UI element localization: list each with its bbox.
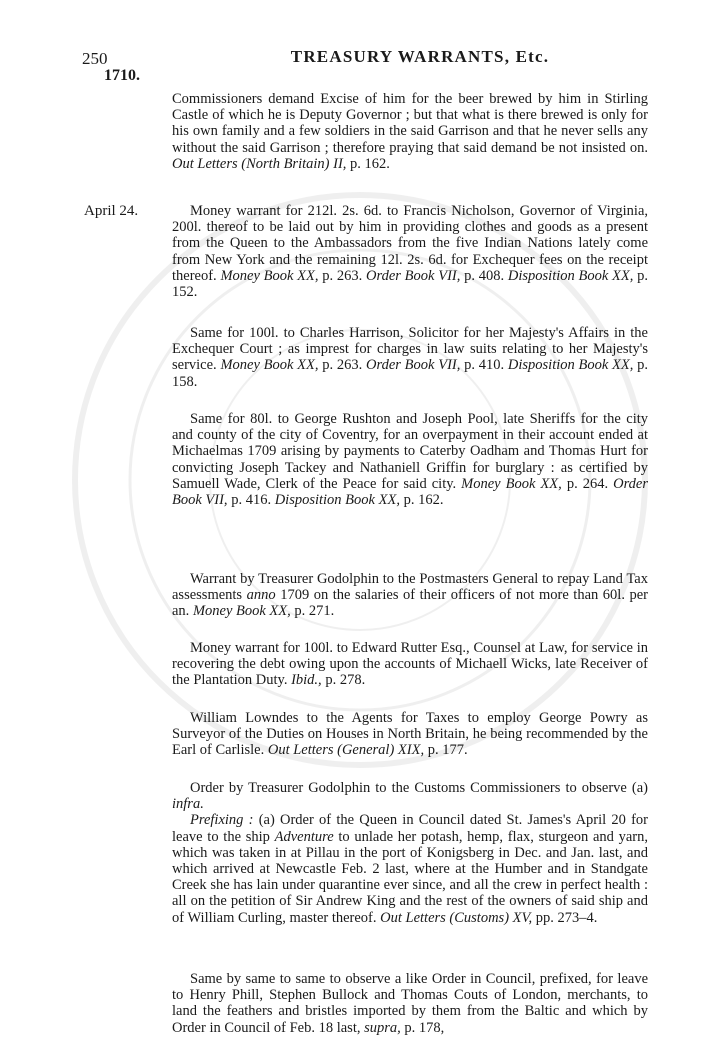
margin-date: April 24. bbox=[84, 203, 139, 219]
entry-lowndes-letter: William Lowndes to the Agents for Taxes to employ George Powry as Surveyor of the Duties on Houses in North Britain, he being recommended by the Earl of Carlisle. Out Letters (General) XIX, p. 177. bbox=[172, 710, 648, 759]
entry-customs-order: Order by Treasurer Godolphin to the Customs Commissioners to observe (a) infra. Prefixing : (a) Order of the Queen in Council dated St. James's April 20 for leave to the ship Adventure to unlade her potash, hemp, flax, sturgeon and yarn, which was taken in at Pillau in the port of Konigsberg in Dec. and Jan. last, and which arrived at Newcastle Feb. 2 last, where at the Humber and in Standgate Creek she has lain under quarantine ever since, and all the crew in perfect health : all on the petition of Sir Andrew King and the rest of the owners of said ship and of William Curling, master thereof. Out Letters (Customs) XV, pp. 273–4. bbox=[172, 780, 649, 926]
margin-year: 1710. bbox=[104, 67, 140, 84]
entry-phill-bullock-couts: Same by same to same to observe a like Order in Council, prefixed, for leave to Henry Phill, Stephen Bullock and Thomas Couts of London, merchants, to land the feathers and bristles imported by them from the Baltic and which by Order in Council of Feb. 18 last, supra, p. 178, bbox=[172, 971, 648, 1036]
entry-nicholson-warrant: Money warrant for 212l. 2s. 6d. to Francis Nicholson, Governor of Virginia, 200l. thereof to be laid out by him in providing clothes and goods as a present from the Queen to the Ambassadors from the five Indian Nations lately come from New York and the remaining 12l. 2s. 6d. for Exchequer fees on the receipt thereof. Money Book XX, p. 263. Order Book VII, p. 408. Disposition Book XX, p. 152. bbox=[172, 203, 649, 301]
running-title: TREASURY WARRANTS, Etc. bbox=[290, 47, 550, 66]
entry-postmasters-warrant: Warrant by Treasurer Godolphin to the Postmasters General to repay Land Tax assessments anno 1709 on the salaries of their officers of not more than 60l. per an. Money Book XX, p. 271. bbox=[172, 571, 649, 620]
entry-rutter-warrant: Money warrant for 100l. to Edward Rutter Esq., Counsel at Law, for service in recovering the debt owing upon the accounts of Michaell Wicks, late Receiver of the Plantation Duty. Ibid., p. 278. bbox=[172, 640, 648, 689]
entry-harrison-warrant: Same for 100l. to Charles Harrison, Solicitor for her Majesty's Affairs in the Exchequer Court ; as imprest for charges in law suits relating to her Majesty's service. Money Book XX, p. 263. Order Book VII, p. 410. Disposition Book XX, p. 158. bbox=[172, 325, 649, 390]
page-number: 250 bbox=[82, 49, 108, 68]
entry-rushton-pool-warrant: Same for 80l. to George Rushton and Joseph Pool, late Sheriffs for the city and county of the city of Coventry, for an overpayment in their account ended at Michaelmas 1709 arising by payments to Caterby Oadham and Thomas Hurt for convicting Joseph Tackey and Nathaniell Griffin for burglary : as certified by Samuell Wade, Clerk of the Peace for said city. Money Book XX, p. 264. Order Book VII, p. 416. Disposition Book XX, p. 162. bbox=[172, 411, 648, 509]
entry-stirling-castle: Commissioners demand Excise of him for the beer brewed by him in Stirling Castle of which he is Deputy Governor ; but that what is there brewed is only for his own family and a few soldiers in the said Garrison and that he never sells any without the said Garrison ; therefore praying that said demand be not insisted on. Out Letters (North Britain) II, p. 162. bbox=[172, 91, 648, 172]
